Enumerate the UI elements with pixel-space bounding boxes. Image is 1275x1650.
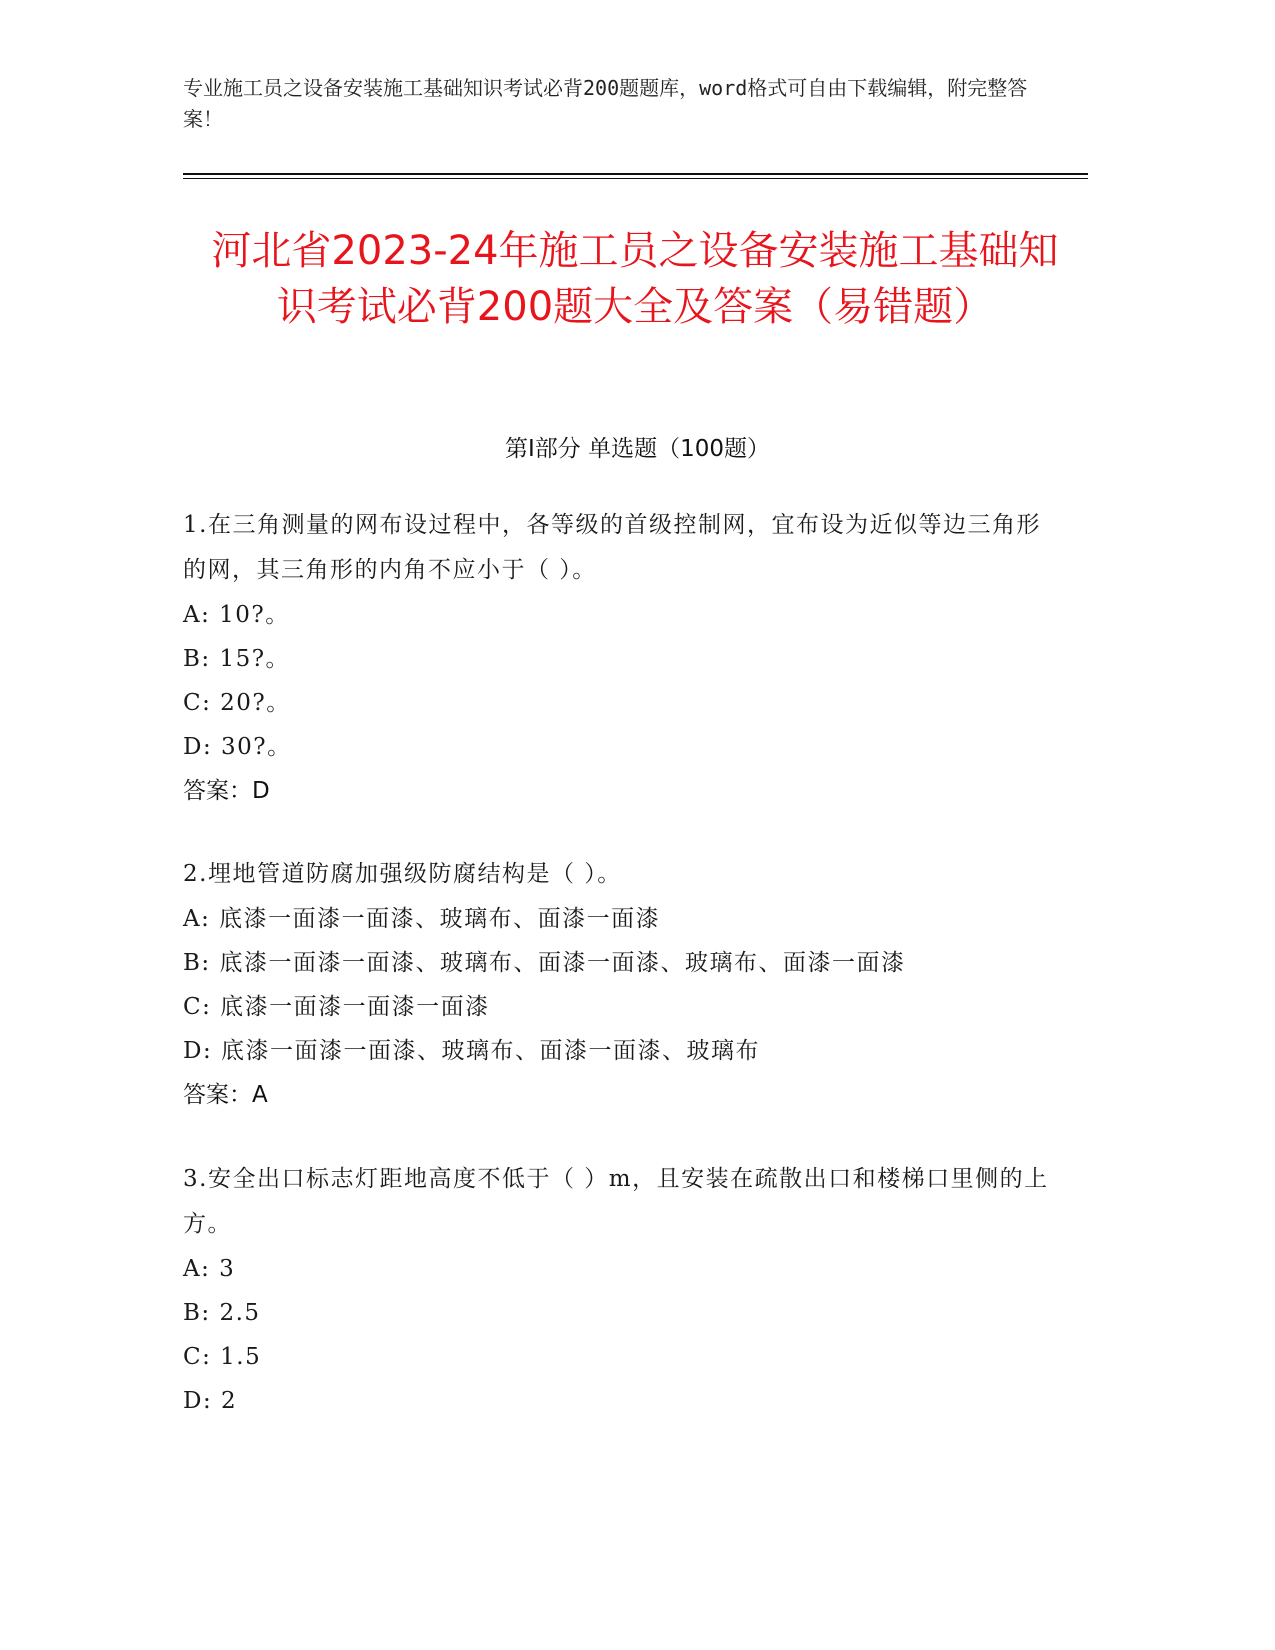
header-divider-thin [183, 178, 1088, 179]
section-title: 第I部分 单选题（100题） [505, 436, 770, 462]
option-c: C: 1.5 [183, 1344, 262, 1370]
answer: 答案：A [183, 1082, 268, 1108]
question-2 [183, 852, 1063, 1117]
option-c: C: 20?。 [183, 690, 291, 716]
option-b: B: 2.5 [183, 1300, 261, 1326]
option-d: D: 底漆一面漆一面漆、玻璃布、面漆一面漆、玻璃布 [183, 1038, 761, 1064]
document-title: 河北省2023-24年施工员之设备安装施工基础知识考试必背200题大全及答案（易错题） [211, 228, 1059, 330]
question-1 [183, 503, 1063, 813]
option-a: A: 底漆一面漆一面漆、玻璃布、面漆一面漆 [183, 906, 661, 932]
option-b: B: 底漆一面漆一面漆、玻璃布、面漆一面漆、玻璃布、面漆一面漆 [183, 950, 906, 976]
option-b: B: 15?。 [183, 646, 291, 672]
question-3 [183, 1157, 1063, 1423]
question-stem: 3.安全出口标志灯距地高度不低于（ ）m，且安装在疏散出口和楼梯口里侧的上方。 [183, 1166, 1049, 1237]
question-stem: 2.埋地管道防腐加强级防腐结构是（ ）。 [183, 861, 622, 887]
header-divider-thick [183, 173, 1088, 175]
option-c: C: 底漆一面漆一面漆一面漆 [183, 994, 490, 1020]
option-a: A: 3 [183, 1256, 236, 1282]
answer: 答案：D [183, 778, 270, 804]
option-a: A: 10?。 [183, 602, 290, 628]
header-note: 专业施工员之设备安装施工基础知识考试必背200题题库，word格式可自由下载编辑，附完整答案！ [183, 76, 1028, 131]
question-stem: 1.在三角测量的网布设过程中，各等级的首级控制网，宜布设为近似等边三角形的网，其三角形的内角不应小于（ ）。 [183, 512, 1041, 583]
option-d: D: 2 [183, 1388, 238, 1414]
option-d: D: 30?。 [183, 734, 292, 760]
